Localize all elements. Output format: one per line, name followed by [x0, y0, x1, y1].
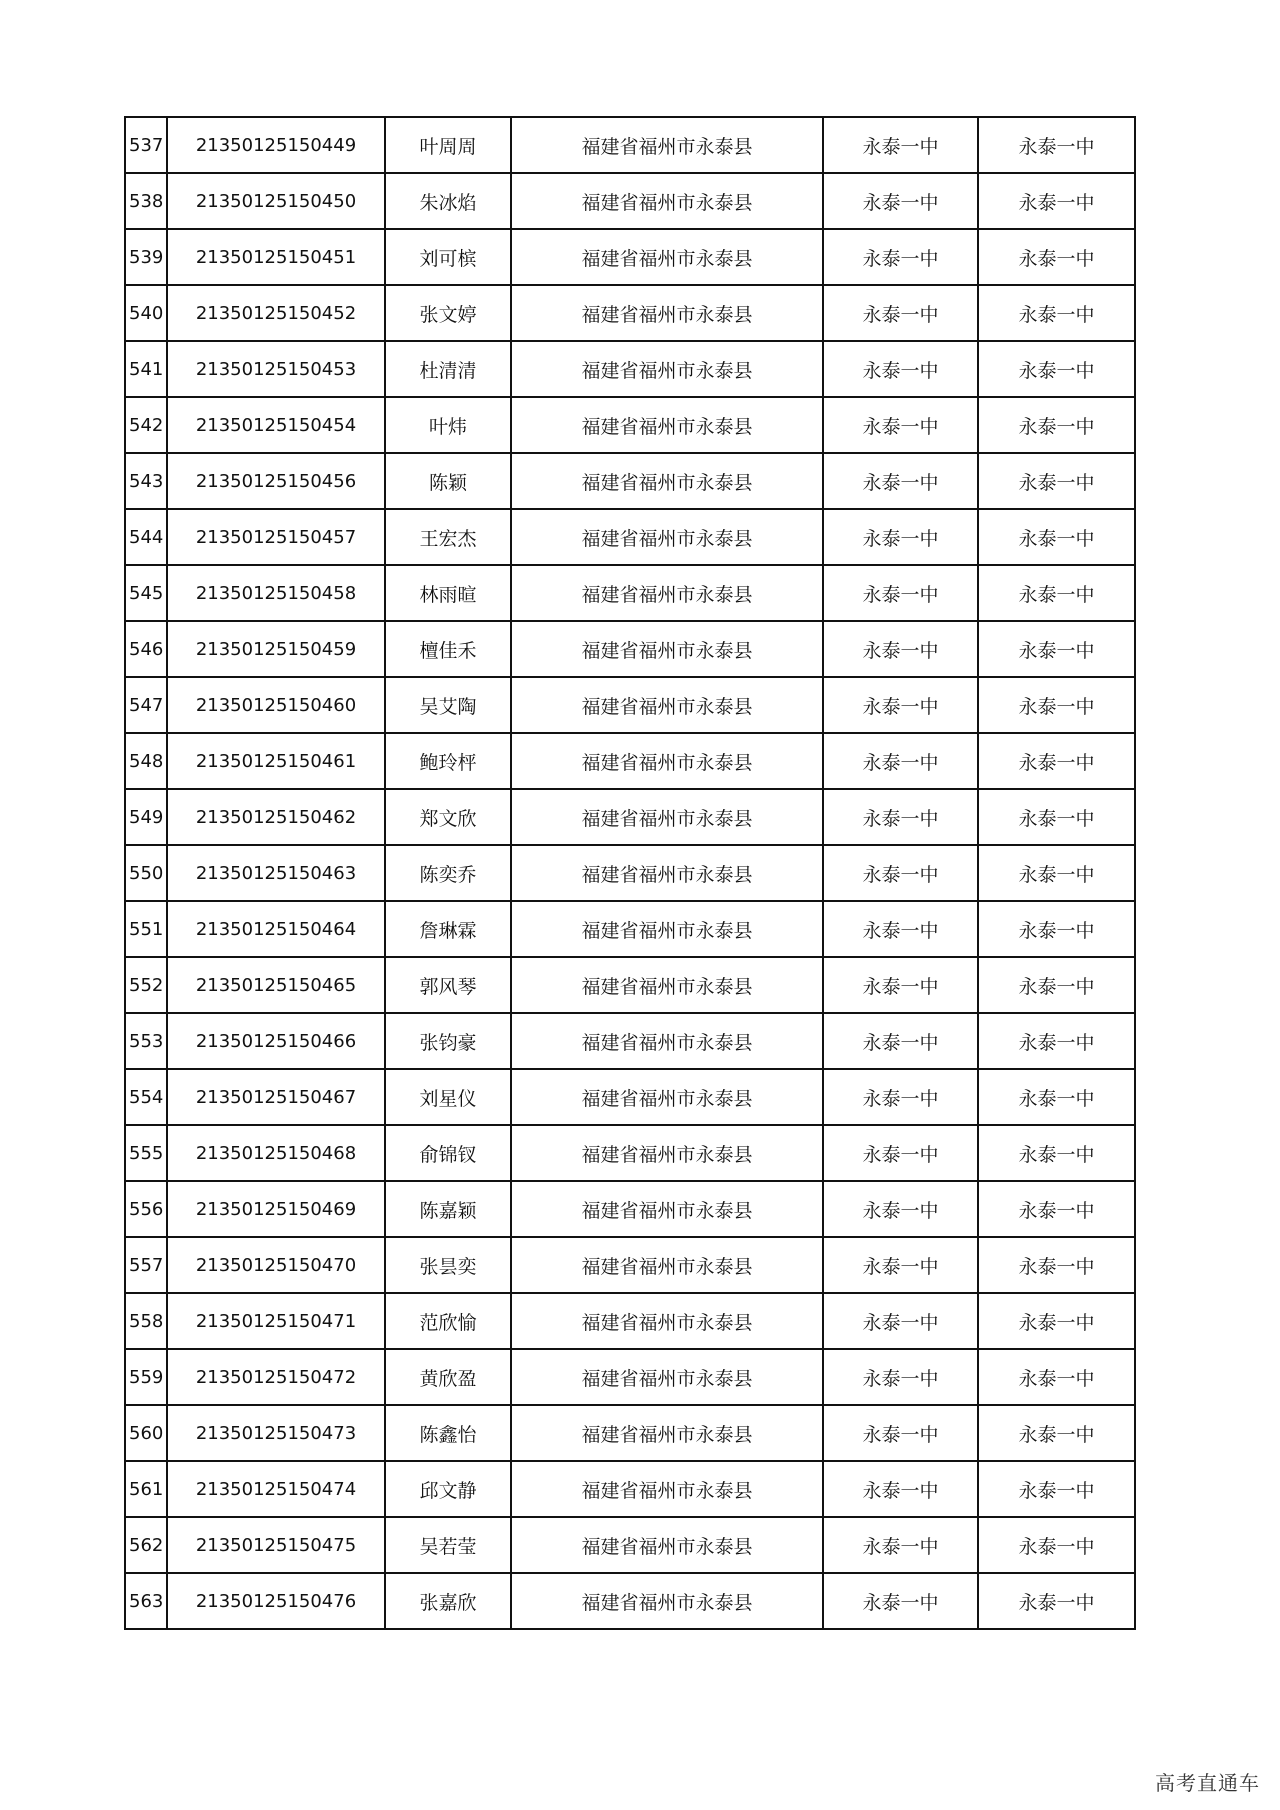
graduating-school-cell: 永泰一中 [823, 901, 978, 957]
table-row [125, 453, 1135, 509]
graduating-school-cell: 永泰一中 [823, 1461, 978, 1517]
row-number-cell: 563 [125, 1573, 167, 1629]
candidate-id-cell: 21350125150456 [167, 453, 385, 509]
admitting-school-cell: 永泰一中 [978, 1461, 1135, 1517]
admitting-school-cell: 永泰一中 [978, 1405, 1135, 1461]
region-cell: 福建省福州市永泰县 [511, 677, 823, 733]
graduating-school-cell: 永泰一中 [823, 1405, 978, 1461]
graduating-school-cell: 永泰一中 [823, 1293, 978, 1349]
admitting-school-cell: 永泰一中 [978, 1349, 1135, 1405]
admitting-school-cell: 永泰一中 [978, 1293, 1135, 1349]
graduating-school-cell: 永泰一中 [823, 1237, 978, 1293]
graduating-school-cell: 永泰一中 [823, 677, 978, 733]
candidate-id-cell: 21350125150450 [167, 173, 385, 229]
graduating-school-cell: 永泰一中 [823, 1573, 978, 1629]
row-number-cell: 555 [125, 1125, 167, 1181]
admitting-school-cell: 永泰一中 [978, 397, 1135, 453]
region-cell: 福建省福州市永泰县 [511, 1237, 823, 1293]
admitting-school-cell: 永泰一中 [978, 285, 1135, 341]
table-row [125, 341, 1135, 397]
row-number-cell: 561 [125, 1461, 167, 1517]
admission-list-table [124, 116, 1136, 1630]
candidate-id-cell: 21350125150475 [167, 1517, 385, 1573]
region-cell: 福建省福州市永泰县 [511, 1405, 823, 1461]
region-cell: 福建省福州市永泰县 [511, 1125, 823, 1181]
admitting-school-cell: 永泰一中 [978, 901, 1135, 957]
row-number-cell: 557 [125, 1237, 167, 1293]
student-name-cell: 郭风琴 [385, 957, 511, 1013]
graduating-school-cell: 永泰一中 [823, 845, 978, 901]
region-cell: 福建省福州市永泰县 [511, 621, 823, 677]
table-row [125, 677, 1135, 733]
candidate-id-cell: 21350125150467 [167, 1069, 385, 1125]
table-row [125, 1125, 1135, 1181]
candidate-id-cell: 21350125150472 [167, 1349, 385, 1405]
graduating-school-cell: 永泰一中 [823, 1349, 978, 1405]
student-name-cell: 张钧豪 [385, 1013, 511, 1069]
candidate-id-cell: 21350125150465 [167, 957, 385, 1013]
row-number-cell: 559 [125, 1349, 167, 1405]
row-number-cell: 550 [125, 845, 167, 901]
admitting-school-cell: 永泰一中 [978, 565, 1135, 621]
student-name-cell: 檀佳禾 [385, 621, 511, 677]
region-cell: 福建省福州市永泰县 [511, 901, 823, 957]
graduating-school-cell: 永泰一中 [823, 1181, 978, 1237]
table-row [125, 1181, 1135, 1237]
region-cell: 福建省福州市永泰县 [511, 229, 823, 285]
region-cell: 福建省福州市永泰县 [511, 1517, 823, 1573]
region-cell: 福建省福州市永泰县 [511, 1293, 823, 1349]
candidate-id-cell: 21350125150461 [167, 733, 385, 789]
student-name-cell: 王宏杰 [385, 509, 511, 565]
candidate-id-cell: 21350125150457 [167, 509, 385, 565]
region-cell: 福建省福州市永泰县 [511, 957, 823, 1013]
admitting-school-cell: 永泰一中 [978, 789, 1135, 845]
student-name-cell: 鲍玲枰 [385, 733, 511, 789]
row-number-cell: 548 [125, 733, 167, 789]
row-number-cell: 551 [125, 901, 167, 957]
row-number-cell: 549 [125, 789, 167, 845]
graduating-school-cell: 永泰一中 [823, 509, 978, 565]
candidate-id-cell: 21350125150452 [167, 285, 385, 341]
student-name-cell: 詹琳霖 [385, 901, 511, 957]
student-name-cell: 刘星仪 [385, 1069, 511, 1125]
region-cell: 福建省福州市永泰县 [511, 1013, 823, 1069]
graduating-school-cell: 永泰一中 [823, 341, 978, 397]
graduating-school-cell: 永泰一中 [823, 117, 978, 173]
table-row [125, 1013, 1135, 1069]
region-cell: 福建省福州市永泰县 [511, 117, 823, 173]
row-number-cell: 547 [125, 677, 167, 733]
candidate-id-cell: 21350125150466 [167, 1013, 385, 1069]
candidate-id-cell: 21350125150459 [167, 621, 385, 677]
region-cell: 福建省福州市永泰县 [511, 789, 823, 845]
table-row [125, 901, 1135, 957]
table-row [125, 229, 1135, 285]
candidate-id-cell: 21350125150476 [167, 1573, 385, 1629]
student-name-cell: 叶周周 [385, 117, 511, 173]
row-number-cell: 543 [125, 453, 167, 509]
student-name-cell: 陈颖 [385, 453, 511, 509]
graduating-school-cell: 永泰一中 [823, 957, 978, 1013]
row-number-cell: 553 [125, 1013, 167, 1069]
table-row [125, 173, 1135, 229]
region-cell: 福建省福州市永泰县 [511, 397, 823, 453]
row-number-cell: 556 [125, 1181, 167, 1237]
graduating-school-cell: 永泰一中 [823, 789, 978, 845]
student-name-cell: 黄欣盈 [385, 1349, 511, 1405]
row-number-cell: 541 [125, 341, 167, 397]
candidate-id-cell: 21350125150454 [167, 397, 385, 453]
row-number-cell: 539 [125, 229, 167, 285]
region-cell: 福建省福州市永泰县 [511, 1181, 823, 1237]
row-number-cell: 540 [125, 285, 167, 341]
table-body [125, 117, 1135, 1629]
graduating-school-cell: 永泰一中 [823, 229, 978, 285]
candidate-id-cell: 21350125150474 [167, 1461, 385, 1517]
row-number-cell: 558 [125, 1293, 167, 1349]
candidate-id-cell: 21350125150453 [167, 341, 385, 397]
table-row [125, 285, 1135, 341]
row-number-cell: 554 [125, 1069, 167, 1125]
graduating-school-cell: 永泰一中 [823, 733, 978, 789]
graduating-school-cell: 永泰一中 [823, 621, 978, 677]
graduating-school-cell: 永泰一中 [823, 1069, 978, 1125]
row-number-cell: 537 [125, 117, 167, 173]
region-cell: 福建省福州市永泰县 [511, 733, 823, 789]
candidate-id-cell: 21350125150458 [167, 565, 385, 621]
admitting-school-cell: 永泰一中 [978, 1237, 1135, 1293]
table-row [125, 117, 1135, 173]
table-row [125, 509, 1135, 565]
candidate-id-cell: 21350125150462 [167, 789, 385, 845]
student-name-cell: 叶炜 [385, 397, 511, 453]
region-cell: 福建省福州市永泰县 [511, 341, 823, 397]
admitting-school-cell: 永泰一中 [978, 1181, 1135, 1237]
watermark: 高考直通车 [1155, 1771, 1260, 1795]
region-cell: 福建省福州市永泰县 [511, 453, 823, 509]
student-name-cell: 俞锦钗 [385, 1125, 511, 1181]
region-cell: 福建省福州市永泰县 [511, 173, 823, 229]
table-row [125, 397, 1135, 453]
graduating-school-cell: 永泰一中 [823, 453, 978, 509]
region-cell: 福建省福州市永泰县 [511, 1069, 823, 1125]
student-name-cell: 刘可槟 [385, 229, 511, 285]
admitting-school-cell: 永泰一中 [978, 173, 1135, 229]
admitting-school-cell: 永泰一中 [978, 1517, 1135, 1573]
region-cell: 福建省福州市永泰县 [511, 1349, 823, 1405]
region-cell: 福建省福州市永泰县 [511, 565, 823, 621]
candidate-id-cell: 21350125150463 [167, 845, 385, 901]
candidate-id-cell: 21350125150473 [167, 1405, 385, 1461]
admitting-school-cell: 永泰一中 [978, 117, 1135, 173]
table-row [125, 1461, 1135, 1517]
graduating-school-cell: 永泰一中 [823, 1013, 978, 1069]
candidate-id-cell: 21350125150451 [167, 229, 385, 285]
table-row [125, 789, 1135, 845]
table-row [125, 845, 1135, 901]
row-number-cell: 538 [125, 173, 167, 229]
row-number-cell: 560 [125, 1405, 167, 1461]
student-name-cell: 范欣愉 [385, 1293, 511, 1349]
row-number-cell: 552 [125, 957, 167, 1013]
admitting-school-cell: 永泰一中 [978, 733, 1135, 789]
graduating-school-cell: 永泰一中 [823, 565, 978, 621]
graduating-school-cell: 永泰一中 [823, 1517, 978, 1573]
admitting-school-cell: 永泰一中 [978, 1125, 1135, 1181]
student-name-cell: 张嘉欣 [385, 1573, 511, 1629]
student-name-cell: 杜清清 [385, 341, 511, 397]
table-row [125, 1517, 1135, 1573]
row-number-cell: 542 [125, 397, 167, 453]
candidate-id-cell: 21350125150460 [167, 677, 385, 733]
region-cell: 福建省福州市永泰县 [511, 1461, 823, 1517]
table-row [125, 1293, 1135, 1349]
region-cell: 福建省福州市永泰县 [511, 1573, 823, 1629]
table-row [125, 1573, 1135, 1629]
candidate-id-cell: 21350125150468 [167, 1125, 385, 1181]
student-name-cell: 郑文欣 [385, 789, 511, 845]
student-name-cell: 张文婷 [385, 285, 511, 341]
table-row [125, 565, 1135, 621]
admitting-school-cell: 永泰一中 [978, 341, 1135, 397]
student-name-cell: 林雨暄 [385, 565, 511, 621]
student-name-cell: 吴艾陶 [385, 677, 511, 733]
graduating-school-cell: 永泰一中 [823, 285, 978, 341]
candidate-id-cell: 21350125150471 [167, 1293, 385, 1349]
row-number-cell: 562 [125, 1517, 167, 1573]
table-row [125, 1237, 1135, 1293]
row-number-cell: 546 [125, 621, 167, 677]
region-cell: 福建省福州市永泰县 [511, 285, 823, 341]
graduating-school-cell: 永泰一中 [823, 1125, 978, 1181]
student-name-cell: 吴若莹 [385, 1517, 511, 1573]
table-row [125, 1349, 1135, 1405]
table-row [125, 1405, 1135, 1461]
student-name-cell: 陈奕乔 [385, 845, 511, 901]
candidate-id-cell: 21350125150449 [167, 117, 385, 173]
graduating-school-cell: 永泰一中 [823, 173, 978, 229]
admitting-school-cell: 永泰一中 [978, 677, 1135, 733]
admitting-school-cell: 永泰一中 [978, 845, 1135, 901]
row-number-cell: 544 [125, 509, 167, 565]
student-name-cell: 邱文静 [385, 1461, 511, 1517]
admitting-school-cell: 永泰一中 [978, 509, 1135, 565]
student-name-cell: 陈鑫怡 [385, 1405, 511, 1461]
candidate-id-cell: 21350125150470 [167, 1237, 385, 1293]
student-name-cell: 陈嘉颖 [385, 1181, 511, 1237]
table-row [125, 621, 1135, 677]
admitting-school-cell: 永泰一中 [978, 453, 1135, 509]
admitting-school-cell: 永泰一中 [978, 229, 1135, 285]
table-row [125, 957, 1135, 1013]
admitting-school-cell: 永泰一中 [978, 1013, 1135, 1069]
admitting-school-cell: 永泰一中 [978, 957, 1135, 1013]
graduating-school-cell: 永泰一中 [823, 397, 978, 453]
admitting-school-cell: 永泰一中 [978, 621, 1135, 677]
row-number-cell: 545 [125, 565, 167, 621]
admitting-school-cell: 永泰一中 [978, 1069, 1135, 1125]
candidate-id-cell: 21350125150469 [167, 1181, 385, 1237]
admitting-school-cell: 永泰一中 [978, 1573, 1135, 1629]
student-name-cell: 张昙奕 [385, 1237, 511, 1293]
candidate-id-cell: 21350125150464 [167, 901, 385, 957]
table-row [125, 733, 1135, 789]
student-name-cell: 朱冰焰 [385, 173, 511, 229]
table-row [125, 1069, 1135, 1125]
region-cell: 福建省福州市永泰县 [511, 509, 823, 565]
region-cell: 福建省福州市永泰县 [511, 845, 823, 901]
